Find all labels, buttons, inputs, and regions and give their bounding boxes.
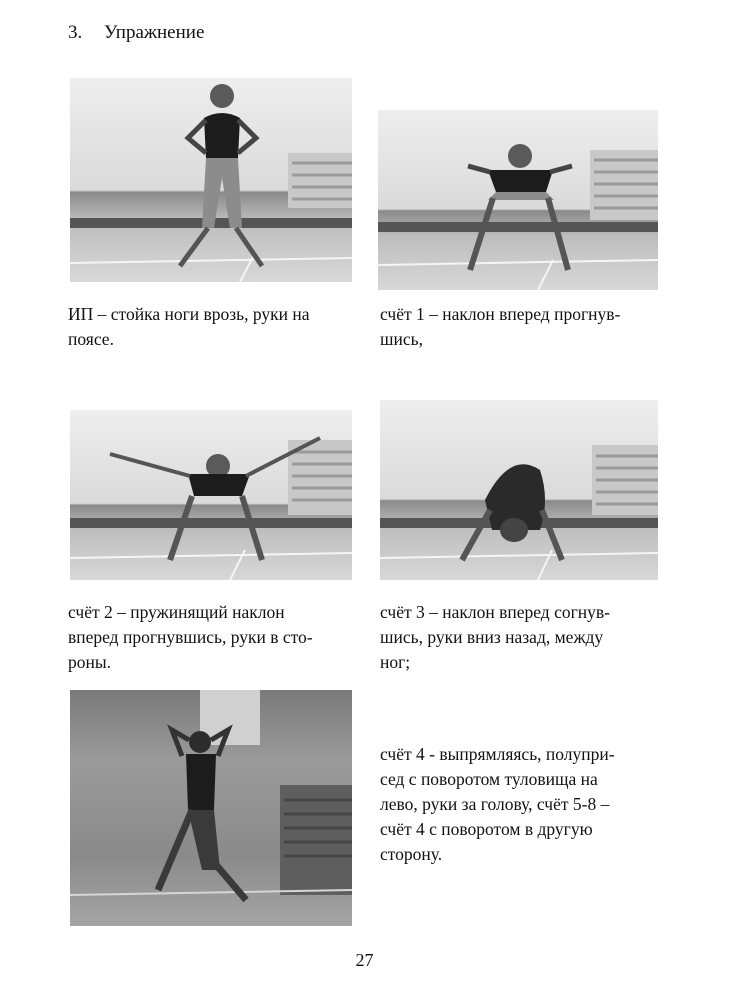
photo-start-position bbox=[70, 78, 352, 282]
caption-line: ног; bbox=[380, 652, 411, 672]
photo-count-2 bbox=[70, 410, 352, 580]
caption-line: шись, bbox=[380, 329, 423, 349]
page-number: 27 bbox=[355, 950, 374, 970]
caption-line: вперед прогнувшись, руки в сто- bbox=[68, 627, 313, 647]
caption-line: роны. bbox=[68, 652, 111, 672]
caption-line: поясе. bbox=[68, 329, 114, 349]
photo-count-1 bbox=[378, 110, 658, 290]
photo-count-3 bbox=[380, 400, 658, 580]
caption-line: ИП – стойка ноги врозь, руки на bbox=[68, 304, 310, 324]
caption-line: счёт 4 - выпрямляясь, полупри- bbox=[380, 744, 615, 764]
caption-count-4 bbox=[380, 742, 662, 867]
photo-count-4 bbox=[70, 690, 352, 926]
caption-line: лево, руки за голову, счёт 5-8 – bbox=[380, 794, 610, 814]
exercise-heading bbox=[68, 22, 204, 44]
caption-line: шись, руки вниз назад, между bbox=[380, 627, 604, 647]
caption-start-position bbox=[68, 302, 353, 352]
caption-count-2 bbox=[68, 600, 353, 675]
caption-line: счёт 3 – наклон вперед согнув- bbox=[380, 602, 610, 622]
caption-line: сед с поворотом туловища на bbox=[380, 769, 598, 789]
caption-line: счёт 2 – пружинящий наклон bbox=[68, 602, 285, 622]
exercise-title: Упражнение bbox=[104, 22, 205, 43]
caption-count-1 bbox=[380, 302, 662, 352]
caption-line: счёт 1 – наклон вперед прогнув- bbox=[380, 304, 621, 324]
exercise-number: 3. bbox=[68, 22, 83, 43]
caption-line: сторону. bbox=[380, 844, 443, 864]
caption-line: счёт 4 с поворотом в другую bbox=[380, 819, 593, 839]
caption-count-3 bbox=[380, 600, 662, 675]
